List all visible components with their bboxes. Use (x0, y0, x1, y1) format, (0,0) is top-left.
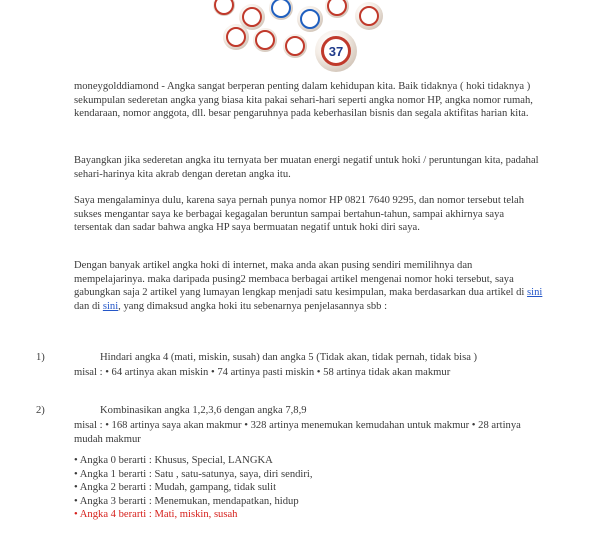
paragraph-text: Dengan banyak artikel angka hoki di internet, maka anda akan pusing sendiri memilihnya dan mempelajarinya. maka daripada pusing2 membaca berbagai artikel mengenai nomor hoki tersebut, saya gabungkan saja 2 artikel yang lumayan lengkap menjadi satu kesimpulan, maka berdasarkan dua artikel di (74, 260, 528, 299)
source-link-2[interactable]: sini (102, 300, 119, 312)
ball-number (327, 0, 347, 16)
item-number: 1) (36, 352, 45, 363)
intro-paragraph-1: moneygolddiamond - Angka sangat berperan penting dalam kehidupan kita. Baik tidaknya ( hoki tidaknya ) sekumpulan sederetan angka yang biasa kita pakai sehari-hari seperti angka nomor HP, angka nomor rumah, kendaraan, nomor anggota, dll. besar pengaruhnya pada keberhasilan bisnis dan segala aktifitas harian kita. (74, 81, 533, 120)
paragraph-text: dan di (74, 300, 103, 312)
item-title: Hindari angka 4 (mati, miskin, susah) dan angka 5 (Tidak akan, tidak pernah, tidak bisa ) (100, 352, 478, 363)
ball-number: 37 (321, 36, 351, 66)
intro-paragraph-3: Saya mengalaminya dulu, karena saya pernah punya nomor HP 0821 7640 9295, dan nomor tersebut telah sukses mengantar saya ke berbagai kegagalan beruntun sampai bertahun-tahun, sampai akhirnya saya tersentak dan sadar bahwa angka HP saya bermuatan negatif untuk hoki diri saya. (74, 195, 525, 234)
ball-number (271, 0, 291, 18)
ball-number (214, 0, 234, 15)
ball-number (359, 6, 379, 26)
intro-paragraph-4 (74, 259, 544, 313)
item-detail: misal : • 64 artinya akan miskin • 74 artinya pasti miskin • 58 artinya tidak akan makmur (74, 367, 451, 378)
ball-number (300, 9, 320, 29)
list-item: • Angka 1 berarti : Satu , satu-satunya, saya, diri sendiri, (74, 468, 313, 480)
lottery-ball (297, 6, 323, 32)
item-detail: misal : • 168 artinya saya akan makmur • 328 artinya menemukan kemudahan untuk makmur • 28 artinya mudah makmur (74, 420, 521, 445)
lottery-ball (213, 0, 235, 16)
intro-section (74, 194, 544, 235)
paragraph-text: , yang dimaksud angka hoki itu sebenarnya penjelasannya sbb : (118, 300, 388, 312)
lottery-ball (223, 24, 249, 50)
item-number: 2) (36, 405, 45, 416)
ball-number (242, 7, 262, 27)
lottery-ball (355, 2, 383, 30)
intro-paragraph-2: Bayangkan jika sederetan angka itu ternyata ber muatan energi negatif untuk hoki / peruntungan kita, padahal sehari-harinya kita akrab dengan deretan angka itu. (74, 155, 539, 180)
list-item: • Angka 2 berarti : Mudah, gampang, tidak sulit (74, 482, 277, 494)
lottery-ball (315, 30, 357, 72)
lottery-ball (325, 0, 349, 18)
intro-section (74, 154, 544, 181)
list-item: • Angka 3 berarti : Menemukan, mendapatkan, hidup (74, 495, 299, 507)
source-link-1[interactable]: sini (527, 287, 543, 299)
ball-number (255, 30, 275, 50)
ball-number (285, 36, 305, 56)
number-meanings-list (74, 454, 312, 522)
intro-section (74, 259, 544, 313)
list-item: • Angka 4 berarti : Mati, miskin, susah (74, 509, 238, 521)
lottery-ball (283, 34, 307, 58)
ball-number (226, 27, 246, 47)
intro-section (74, 80, 544, 121)
item-title: Kombinasikan angka 1,2,3,6 dengan angka 7,8,9 (100, 405, 307, 416)
lottery-balls-image (205, 0, 395, 78)
lottery-ball (269, 0, 293, 20)
lottery-ball (253, 28, 277, 52)
list-item: • Angka 0 berarti : Khusus, Special, LANGKA (74, 455, 273, 466)
